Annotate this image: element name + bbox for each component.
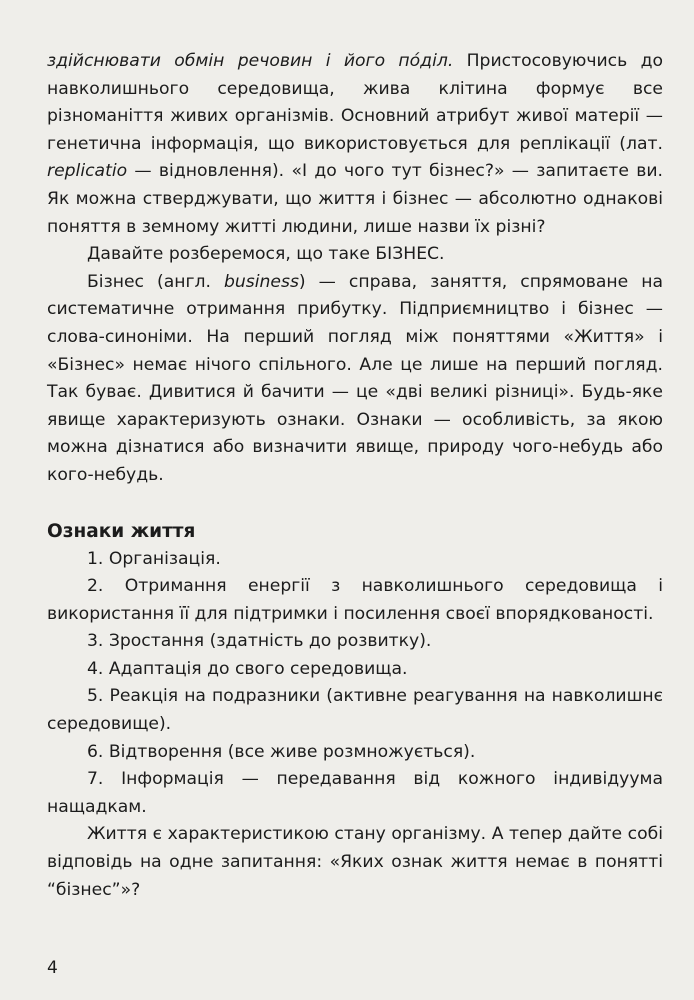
paragraph-closing: Життя є характеристикою стану організму. А тепер дайте собі відповідь на одне запитання: «Яких ознак життя немає в понятті “бізнес”»? [47, 824, 663, 900]
page-number: 4 [47, 958, 58, 978]
paragraph-business-definition: Бізнес (англ. business) — справа, заняття, спрямоване на систематичне отримання прибутку. Підприємництво і бізнес — слова-синоніми. На перший погляд між поняттями «Життя» і «Бізнес» немає нічого спільного. Але це лише на перший погляд. Так буває. Дивитися й бачити — це «дві великі різниці». Будь-яке явище характеризують ознаки. Ознаки — особливість, за якою можна дізнатися або визначити явище, природу чого-небудь або кого-небудь. [47, 271, 663, 485]
italic-lead: здійснювати обмін речовин і його пóділ. [47, 51, 454, 71]
list-item: 5. Реакція на подразники (активне реагування на навколишнє середовище). [47, 686, 663, 735]
paragraph-intro: здійснювати обмін речовин і його пóділ. Пристосовуючись до навколишнього середовища, жива клітина формує все різноманіття живих організмів. Основний атрибут живої матерії — генетична інформація, що використовується для реплікації (лат. replicatio — відновлення). «І до чого тут бізнес?» — запитаєте ви. Як можна стверджувати, що життя і бізнес — абсолютно однакові поняття в земному житті людини, лише назви їх різні? [47, 51, 663, 237]
section-heading: Ознаки життя [47, 520, 196, 542]
list-item: 7. Інформація — передавання від кожного індивідуума нащадкам. [47, 769, 663, 817]
list-item: 3. Зростання (здатність до розвитку). [87, 631, 432, 652]
page-content [47, 48, 663, 904]
list-item: 6. Відтворення (все живе розмножується). [87, 741, 476, 762]
list-item: 4. Адаптація до свого середовища. [87, 658, 408, 679]
list-item: 1. Організація. [87, 548, 221, 569]
list-item: 2. Отримання енергії з навколишнього середовища і використання її для підтримки і посилення своєї впорядкованості. [47, 576, 663, 624]
paragraph-business-question: Давайте розберемося, що таке БІЗНЕС. [87, 244, 445, 265]
